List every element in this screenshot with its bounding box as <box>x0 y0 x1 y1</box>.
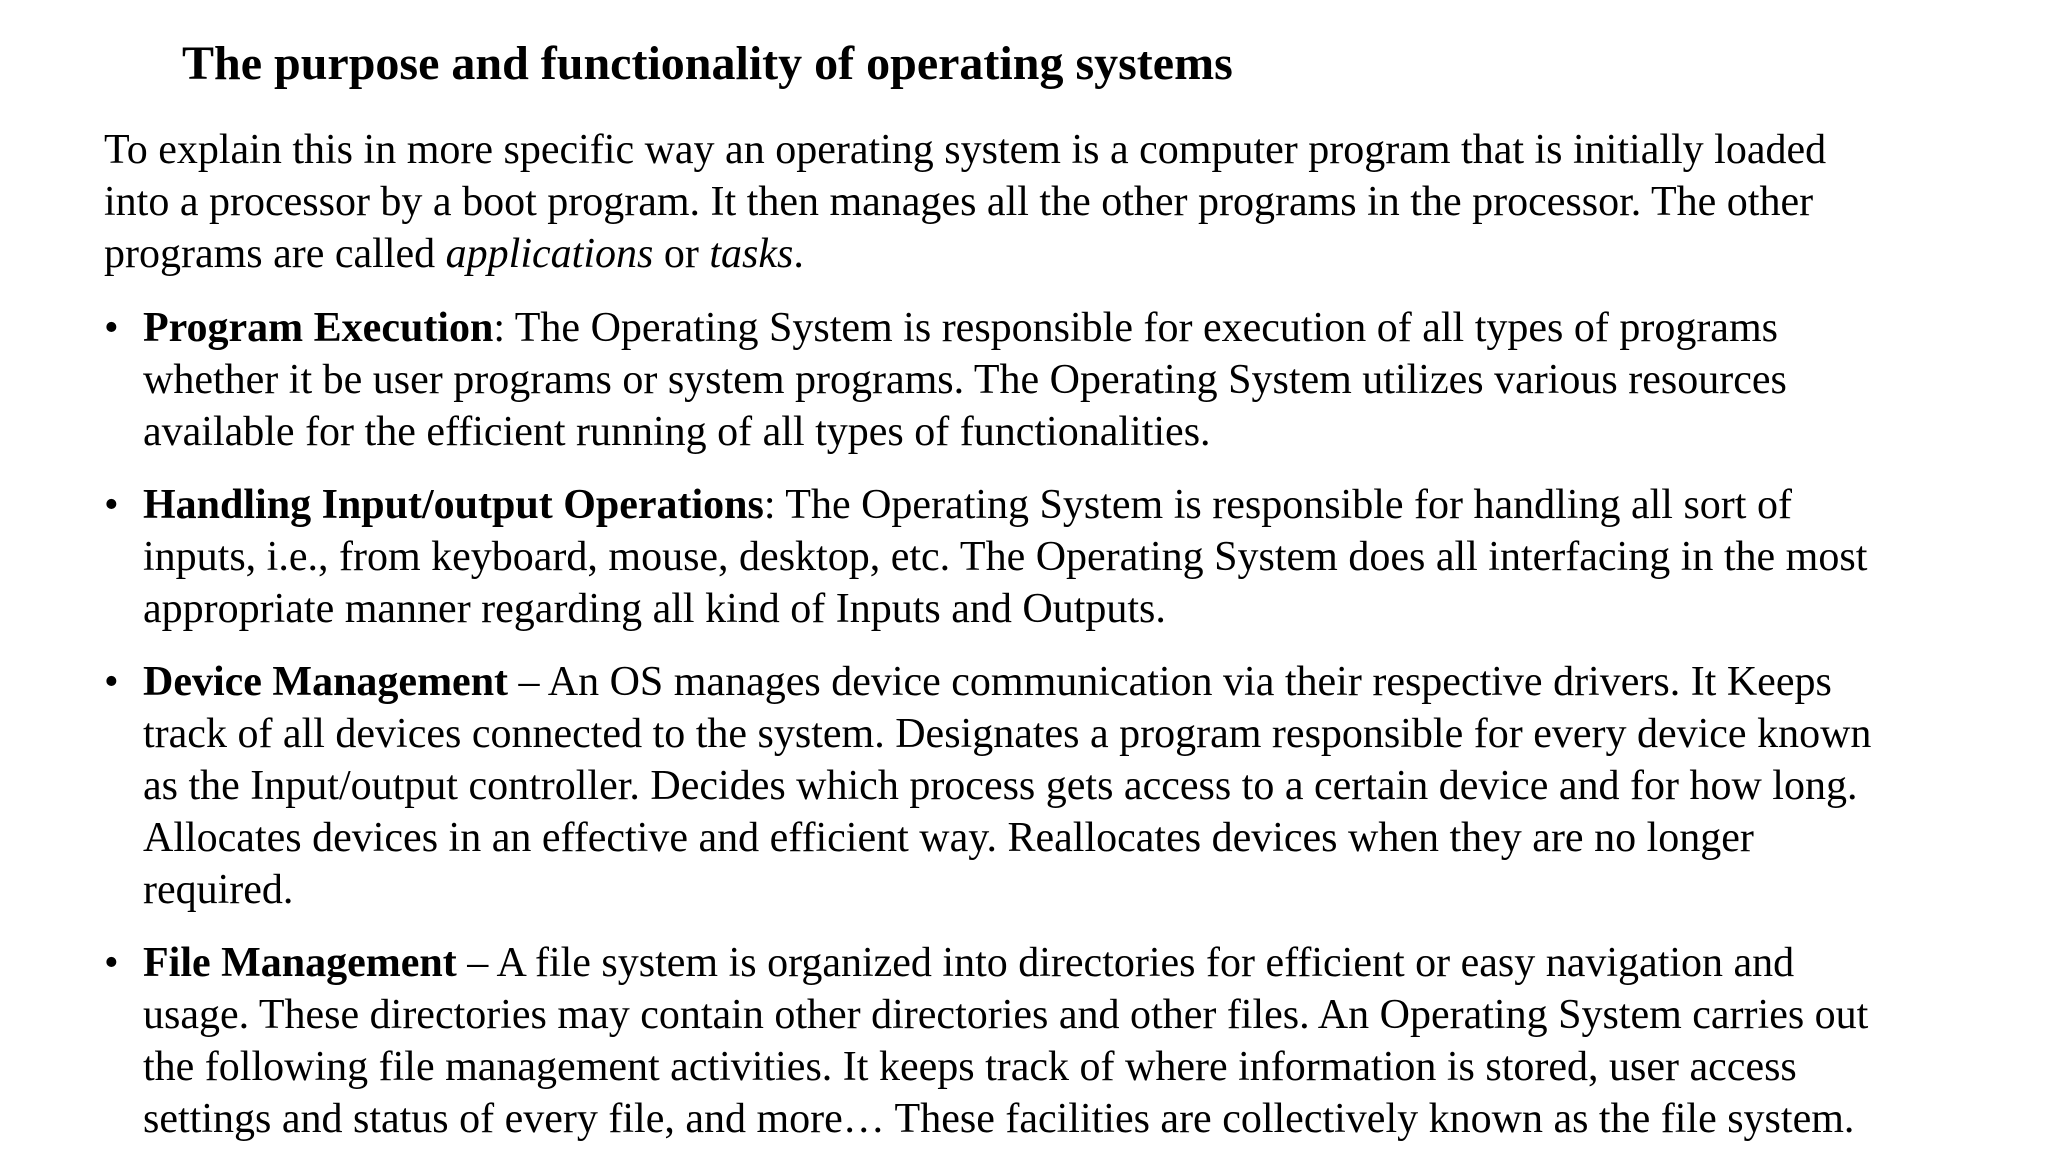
bullet-handling-io <box>104 479 2004 635</box>
bullet-text: An OS manages device communication via their respective drivers. It Keeps <box>547 659 1832 705</box>
bullet-line: Allocates devices in an effective and efficient way. Reallocates devices when they are no longer <box>143 815 1754 861</box>
bullet-list <box>104 302 2004 1166</box>
bullet-separator: : <box>763 482 786 528</box>
intro-text: programs are called <box>104 231 446 277</box>
bullet-line: as the Input/output controller. Decides which process gets access to a certain device and for how long. <box>143 763 1858 809</box>
bullet-file-management <box>104 937 2004 1145</box>
bullet-line: track of all devices connected to the system. Designates a program responsible for every device known <box>143 711 1872 757</box>
bullet-line: settings and status of every file, and more… These facilities are collectively known as the file system. <box>143 1096 1855 1142</box>
intro-line: To explain this in more specific way an operating system is a computer program that is initially loaded <box>104 127 1827 173</box>
bullet-dot-icon: • <box>104 482 119 528</box>
bullet-text: A file system is organized into directories for efficient or easy navigation and <box>496 940 1795 986</box>
bullet-line: required. <box>143 867 294 913</box>
bullet-term: File Management <box>143 940 457 986</box>
intro-emphasis-applications: applications <box>445 231 654 277</box>
intro-paragraph <box>104 124 2004 280</box>
bullet-term: Handling Input/output Operations <box>143 482 764 528</box>
bullet-line: whether it be user programs or system programs. The Operating System utilizes various resources <box>143 357 1787 403</box>
bullet-term: Program Execution <box>143 305 494 351</box>
bullet-term: Device Management <box>143 659 509 705</box>
bullet-line <box>143 479 2004 531</box>
bullet-separator: – <box>508 659 548 705</box>
page-title: The purpose and functionality of operating systems <box>182 37 1233 90</box>
bullet-line <box>143 937 2004 989</box>
bullet-line: the following file management activities. It keeps track of where information is stored, user access <box>143 1044 1797 1090</box>
bullet-dot-icon: • <box>104 940 119 986</box>
bullet-text: The Operating System is responsible for handling all sort of <box>785 482 1792 528</box>
intro-text: . <box>793 231 804 277</box>
bullet-line: inputs, i.e., from keyboard, mouse, desktop, etc. The Operating System does all interfacing in the most <box>143 534 1868 580</box>
intro-emphasis-tasks: tasks <box>709 231 794 277</box>
bullet-text: The Operating System is responsible for execution of all types of programs <box>514 305 1778 351</box>
intro-line <box>104 228 2004 280</box>
bullet-separator: : <box>493 305 515 351</box>
bullet-line: appropriate manner regarding all kind of Inputs and Outputs. <box>143 586 1166 632</box>
intro-line: into a processor by a boot program. It then manages all the other programs in the processor. The other <box>104 179 1814 225</box>
bullet-line: available for the efficient running of all types of functionalities. <box>143 409 1211 455</box>
bullet-device-management <box>104 656 2004 916</box>
bullet-line: usage. These directories may contain other directories and other files. An Operating System carries out <box>143 992 1869 1038</box>
bullet-line <box>143 302 2004 354</box>
intro-text: or <box>653 231 710 277</box>
bullet-program-execution <box>104 302 2004 458</box>
bullet-line <box>143 656 2004 708</box>
bullet-separator: – <box>456 940 497 986</box>
bullet-dot-icon: • <box>104 305 119 351</box>
bullet-dot-icon: • <box>104 659 119 705</box>
